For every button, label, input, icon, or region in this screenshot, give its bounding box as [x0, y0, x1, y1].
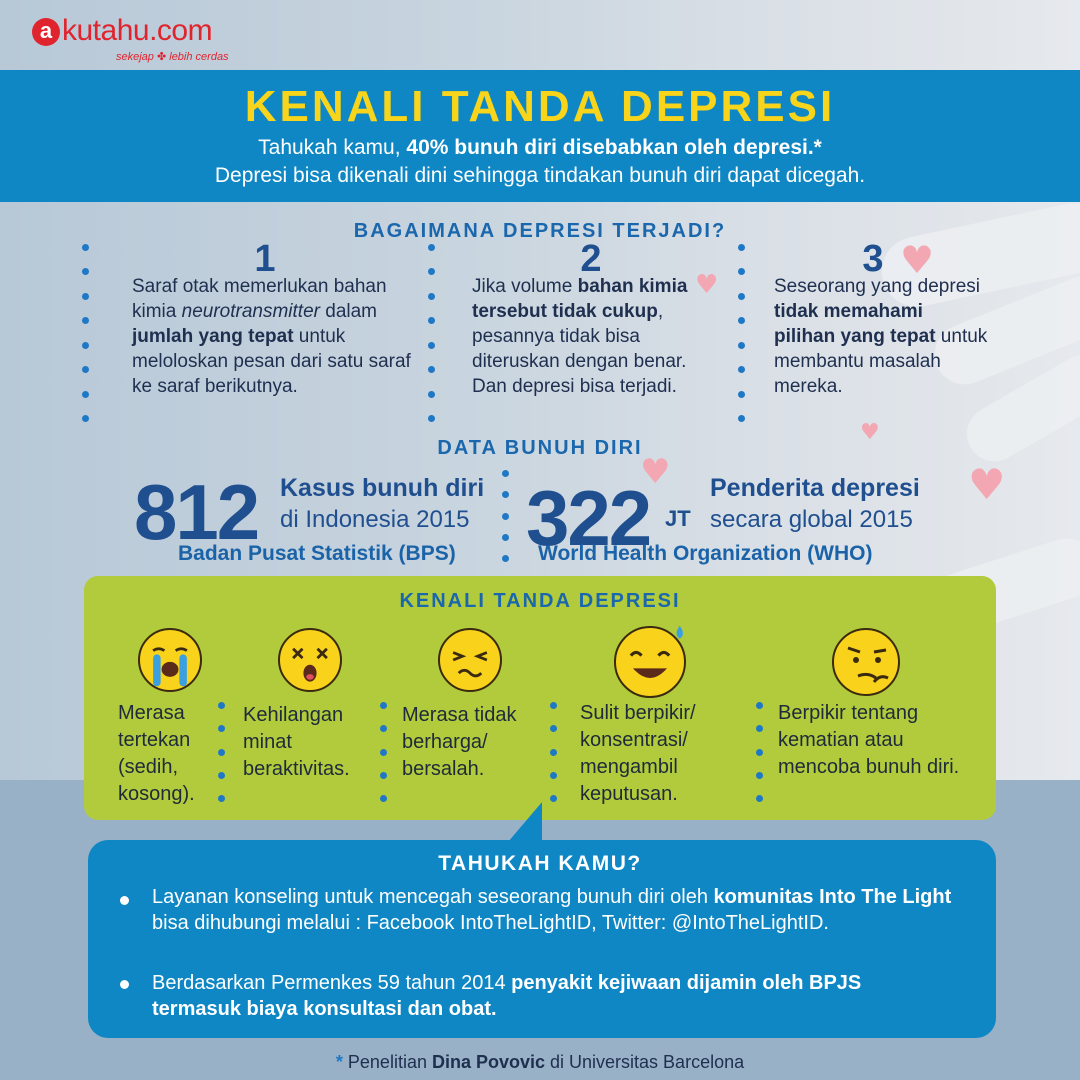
header-subtitle-1	[0, 136, 1080, 160]
depression-sufferers-label: Penderita depresi	[710, 474, 920, 502]
step2-part1: Jika volume	[472, 276, 578, 297]
persevering-face-icon	[438, 628, 502, 692]
sign-text-5: Berpikir tentang kematian atau mencoba bunuh diri.	[778, 702, 960, 778]
section-title-data: DATA BUNUH DIRI	[437, 437, 643, 459]
step1-part2: dalam	[319, 301, 377, 322]
heart-icon: ♥	[695, 270, 719, 300]
sign-text-1: Merasa tertekan (sedih, kosong).	[118, 702, 195, 805]
step2-part2: , pesannya tidak bisa diteruskan dengan benar. Dan depresi bisa terjadi.	[472, 301, 687, 397]
fact-item-2	[152, 970, 952, 1022]
depression-sufferers-number: 322	[526, 474, 651, 562]
suicide-cases-label: Kasus bunuh diri	[280, 474, 485, 502]
subtitle-text: Tahukah kamu,	[258, 136, 407, 159]
thinking-face-icon	[832, 628, 900, 696]
subtitle-bold: 40% bunuh diri disebabkan oleh depresi.	[406, 136, 814, 159]
logo-name: kutahu.com	[62, 14, 213, 47]
source-who: World Health Organization (WHO)	[538, 542, 873, 565]
sweat-smile-face-icon	[614, 626, 686, 698]
dizzy-face-icon	[278, 628, 342, 692]
step-text-2	[472, 274, 722, 399]
sign-text-3: Merasa tidak berharga/ bersalah.	[402, 704, 517, 780]
dotted-divider	[380, 702, 388, 802]
dotted-divider	[550, 702, 558, 802]
section-title-signs: KENALI TANDA DEPRESI	[399, 590, 681, 612]
dotted-divider	[218, 702, 226, 802]
step3-part1: Seseorang yang depresi	[774, 276, 980, 297]
dotted-divider	[82, 244, 90, 422]
page-title: KENALI TANDA DEPRESI	[244, 82, 836, 131]
heart-icon: ♥	[968, 460, 1006, 509]
heart-icon: ♥	[900, 238, 935, 282]
step-number-1: 1	[254, 238, 276, 280]
dotted-divider	[502, 470, 510, 562]
sign-text-4: Sulit berpikir/ konsentrasi/ mengambil keputusan.	[580, 702, 696, 805]
header-subtitle-2: Depresi bisa dikenali dini sehingga tindakan bunuh diri dapat dicegah.	[214, 164, 866, 187]
dotted-divider	[738, 244, 746, 422]
step1-part1: Saraf otak memerlukan bahan kimia	[132, 276, 387, 322]
step-number-2: 2	[580, 238, 602, 280]
header-banner	[0, 70, 1080, 202]
step1-bold: jumlah yang tepat	[132, 326, 294, 347]
step-number-3: 3	[862, 238, 884, 280]
footnote-part2: di Universitas Barcelona	[545, 1052, 745, 1072]
fact2-part1: Berdasarkan Permenkes 59 tahun 2014	[152, 972, 512, 994]
step2-bold: bahan kimia tersebut tidak cukup	[472, 276, 688, 322]
dotted-divider	[756, 702, 764, 802]
crying-face-icon	[138, 628, 202, 692]
fact1-part2: bisa dihubungi melalui : Facebook IntoTheLightID, Twitter: @IntoTheLightID.	[152, 912, 829, 934]
footnote-part1: Penelitian	[342, 1052, 432, 1072]
source-bps: Badan Pusat Statistik (BPS)	[178, 542, 456, 565]
sign-text-2: Kehilangan minat beraktivitas.	[243, 704, 350, 780]
step-text-1	[132, 274, 412, 399]
section-title-how: BAGAIMANA DEPRESI TERJADI?	[353, 220, 727, 242]
suicide-cases-number: 812	[134, 468, 259, 556]
step3-part2: untuk membantu masalah mereka.	[774, 326, 988, 397]
step-text-3	[774, 274, 989, 399]
dotted-divider	[428, 244, 436, 422]
subtitle-star: *	[813, 136, 822, 159]
step1-italic: neurotransmitter	[181, 301, 320, 322]
footnote	[0, 1052, 1080, 1073]
bullet-icon	[120, 980, 129, 989]
heart-icon: ♥	[640, 452, 671, 492]
fact-item-1	[152, 884, 952, 936]
heart-icon: ♥	[860, 420, 880, 445]
fact1-part1: Layanan konseling untuk mencegah seseorang bunuh diri oleh	[152, 886, 714, 908]
section-title-facts: TAHUKAH KAMU?	[438, 852, 642, 875]
footnote-star: *	[335, 1052, 343, 1072]
logo-letter: a	[32, 18, 60, 46]
step3-bold: tidak memahami pilihan yang tepat	[774, 301, 936, 347]
depression-sufferers-suffix: JT	[665, 506, 691, 531]
logo-tagline: sekejap ✤ lebih cerdas	[116, 51, 229, 63]
depression-sufferers-sublabel: secara global 2015	[710, 506, 913, 533]
footnote-bold: Dina Povovic	[431, 1052, 546, 1072]
bullet-icon	[120, 896, 129, 905]
suicide-cases-sublabel: di Indonesia 2015	[280, 506, 470, 533]
bubble-tail	[508, 802, 542, 842]
step1-part3: untuk meloloskan pesan dari satu saraf ke saraf berikutnya.	[132, 326, 411, 397]
fact2-bold: penyakit kejiwaan dijamin oleh BPJS termasuk biaya konsultasi dan obat.	[152, 972, 862, 1020]
fact1-bold: komunitas Into The Light	[713, 886, 952, 908]
